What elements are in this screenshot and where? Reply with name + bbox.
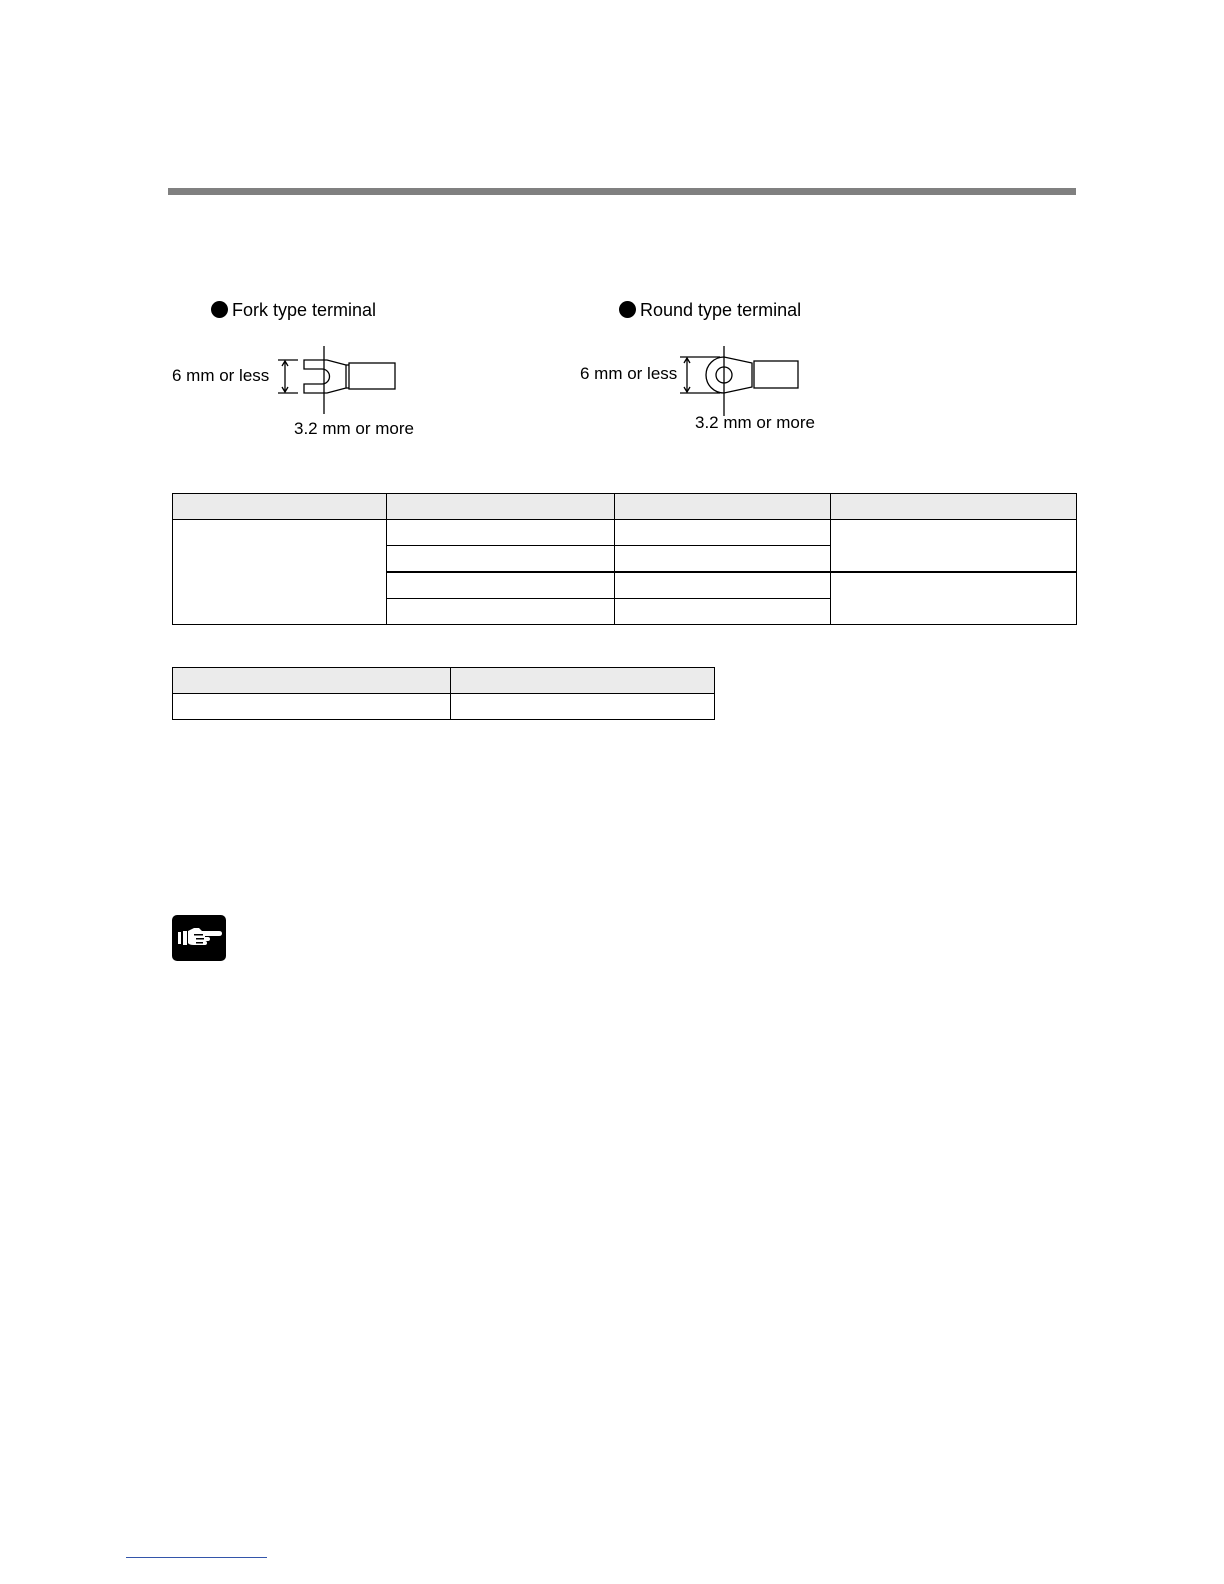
footer-link-underline	[126, 1557, 267, 1558]
fork-terminal-title: Fork type terminal	[211, 300, 376, 321]
table-header-row	[173, 668, 715, 694]
table-cell	[173, 694, 451, 720]
bullet-icon	[619, 301, 636, 318]
table-cell	[615, 572, 831, 599]
table-cell	[831, 572, 1077, 625]
table-header-row	[173, 494, 1077, 520]
table-cell	[451, 694, 715, 720]
table-cell	[173, 520, 387, 625]
table-header-cell	[831, 494, 1077, 520]
bullet-icon	[211, 301, 228, 318]
table-header-cell	[615, 494, 831, 520]
section-rule	[168, 188, 1076, 195]
table-cell	[615, 599, 831, 625]
fork-width-label: 6 mm or less	[172, 366, 270, 385]
table-cell	[387, 546, 615, 573]
table-row	[173, 520, 1077, 546]
secondary-table	[172, 667, 715, 720]
table-header-cell	[451, 668, 715, 694]
terminal-spec-table	[172, 493, 1077, 625]
table-cell	[615, 546, 831, 573]
table-row	[173, 694, 715, 720]
table-header-cell	[387, 494, 615, 520]
fork-terminal-diagram	[270, 340, 410, 420]
table-cell	[831, 520, 1077, 573]
table-cell	[387, 599, 615, 625]
table-header-cell	[173, 668, 451, 694]
round-hole-label: 3.2 mm or more	[695, 413, 815, 432]
table-cell	[615, 520, 831, 546]
round-width-label: 6 mm or less	[580, 364, 678, 383]
pointing-hand-icon	[172, 915, 226, 961]
table-cell	[387, 572, 615, 599]
round-terminal-diagram	[676, 340, 811, 420]
round-terminal-title: Round type terminal	[619, 300, 801, 321]
fork-hole-label: 3.2 mm or more	[294, 419, 414, 438]
table-header-cell	[173, 494, 387, 520]
table-cell	[387, 520, 615, 546]
